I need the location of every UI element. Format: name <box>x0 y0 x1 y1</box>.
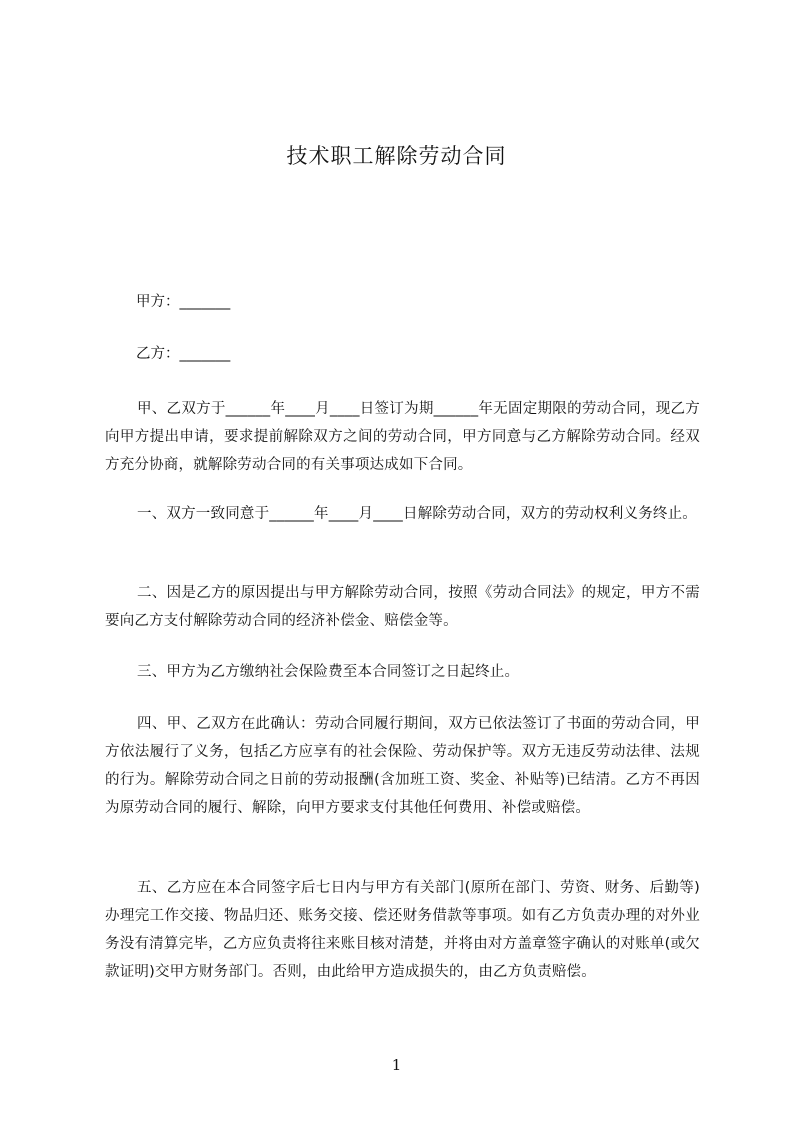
clause-4-paragraph: 四、甲、乙双方在此确认：劳动合同履行期间，双方已依法签订了书面的劳动合同，甲方依法履行了义务，包括乙方应享有的社会保险、劳动保护等。双方无违反劳动法律、法规的行为。解除劳动合同之日前的劳动报酬(含加班工资、奖金、补贴等)已结清。乙方不再因为原劳动合同的履行、解除，向甲方要求支付其他任何费用、补偿或赔偿。 <box>105 716 700 816</box>
document-title: 技术职工解除劳动合同 <box>286 144 507 168</box>
clause-2-paragraph: 二、因是乙方的原因提出与甲方解除劳动合同，按照《劳动合同法》的规定，甲方不需要向乙方支付解除劳动合同的经济补偿金、赔偿金等。 <box>105 585 700 629</box>
preamble-paragraph: 甲、乙双方于______年____月____日签订为期______年无固定期限的劳动合同，现乙方向甲方提出申请，要求提前解除双方之间的劳动合同，甲方同意与乙方解除劳动合同。经双方充分协商，就解除劳动合同的有关事项达成如下合同。 <box>105 401 700 473</box>
clause-5-paragraph: 五、乙方应在本合同签字后七日内与甲方有关部门(原所在部门、劳资、财务、后勤等)办理完工作交接、物品归还、账务交接、偿还财务借款等事项。如有乙方负责办理的对外业务没有清算完毕，乙方应负责将往来账目核对清楚，并将由对方盖章签字确认的对账单(或欠款证明)交甲方财务部门。否则，由此给甲方造成损失的，由乙方负责赔偿。 <box>105 880 700 980</box>
party-b-line: 乙方：_______ <box>136 346 231 362</box>
page-number: 1 <box>391 1056 402 1074</box>
clause-1-paragraph: 一、双方一致同意于______年____月____日解除劳动合同，双方的劳动权利义务终止。 <box>137 506 697 522</box>
party-a-line: 甲方：_______ <box>136 294 231 310</box>
clause-3-paragraph: 三、甲方为乙方缴纳社会保险费至本合同签订之日起终止。 <box>137 664 520 680</box>
